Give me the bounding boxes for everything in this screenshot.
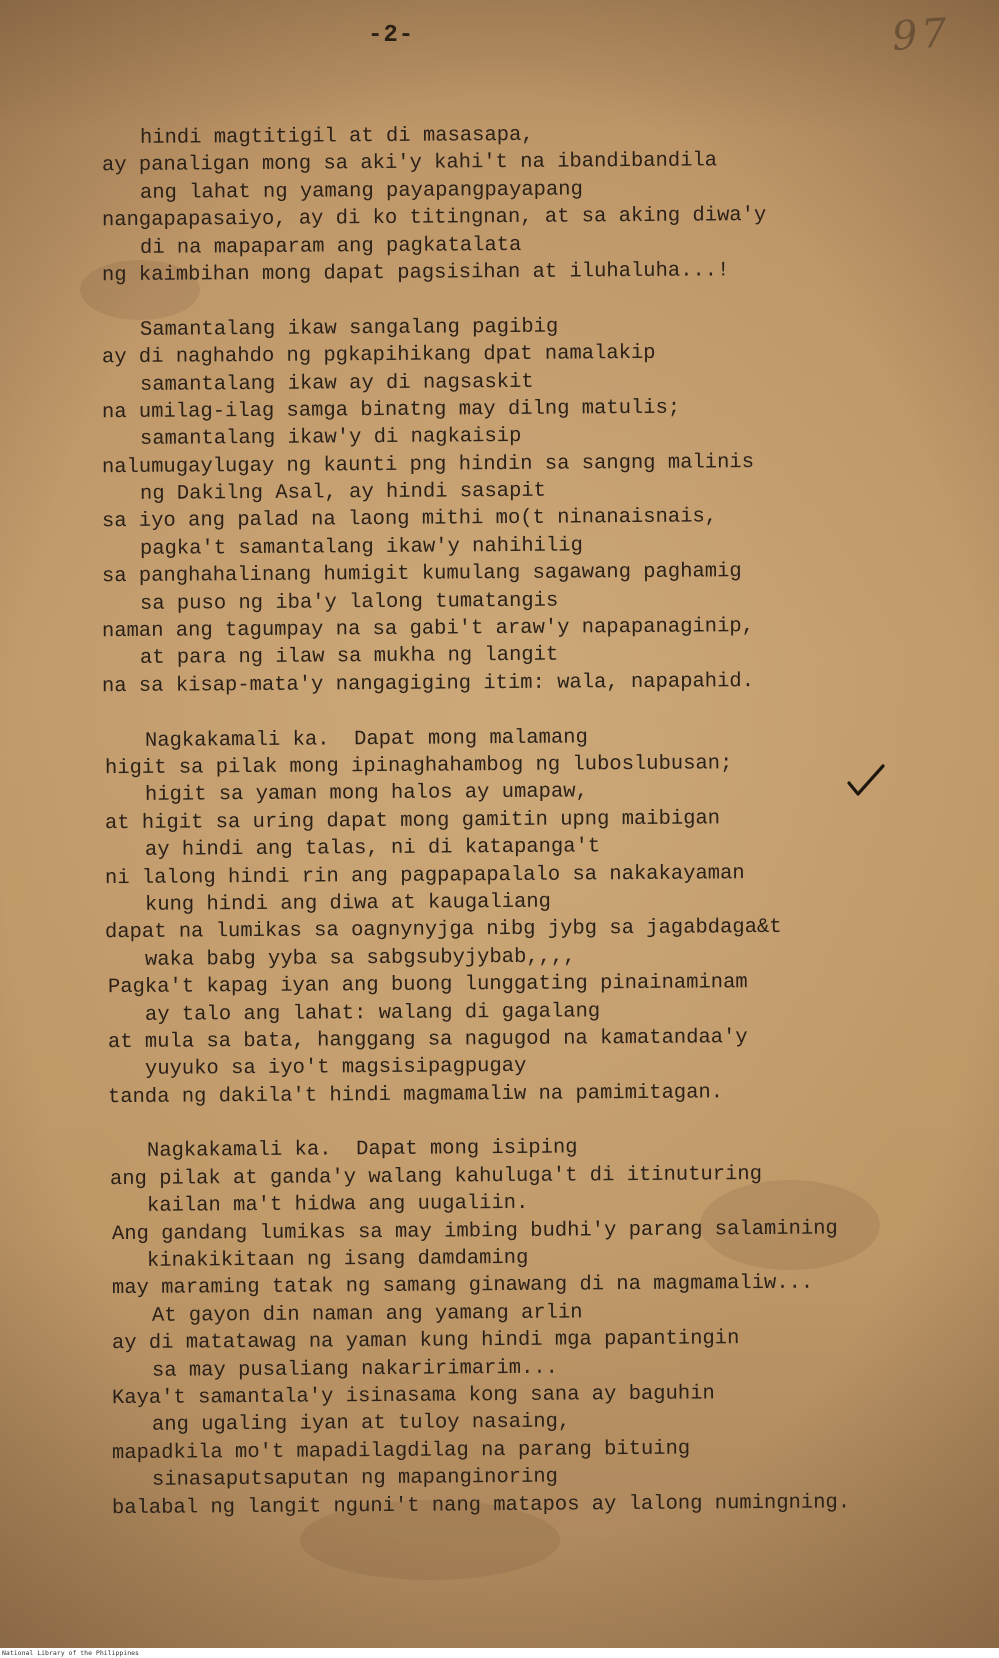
poem-line: kinakikitaan ng isang damdaming — [146, 1246, 529, 1273]
poem-line: di na mapaparam ang pagkatalata — [139, 233, 522, 260]
poem-line: at mula sa bata, hanggang sa nagugod na kamatandaa'y — [107, 1026, 748, 1055]
poem-line: na umilag-ilag samga binatng may dilng matulis; — [101, 396, 681, 425]
poem-line: kung hindi ang diwa at kaugaliang — [144, 890, 552, 917]
poem-line: higit sa pilak mong ipinaghahambog ng luboslubusan; — [104, 752, 733, 781]
poem-line: Pagka't kapag iyan ang buong lunggating pinainaminam — [107, 971, 748, 1000]
poem-line: Samantalang ikaw sangalang pagibig — [139, 315, 559, 342]
poem-line: waka babg yyba sa sabgsubyjybab,,,, — [144, 945, 576, 972]
poem-line: Nagkakamali ka. Dapat mong isiping — [146, 1136, 578, 1164]
poem-line: ni lalong hindi rin ang pagpapapalalo sa nakakayaman — [104, 861, 745, 890]
poem-line: balabal ng langit nguni't nang matapos ay lalong numingning. — [111, 1490, 851, 1520]
poem-line: nalumugaylugay ng kaunti png hindin sa sangng malinis — [101, 450, 755, 479]
poem-line: ay panaligan mong sa aki'y kahi't na ibandibandila — [101, 149, 718, 178]
poem-line: Kaya't samantala'y isinasama kong sana ay baguhin — [111, 1382, 715, 1411]
poem-line: tanda ng dakila't hindi magmamaliw na pamimitagan. — [107, 1080, 724, 1109]
poem-line: yuyuko sa iyo't magsisipagpugay — [144, 1055, 527, 1082]
poem-line: at para ng ilaw sa mukha ng langit — [139, 644, 559, 671]
poem-line: sa iyo ang palad na laong mithi mo(t ninanaisnais, — [101, 505, 718, 534]
poem-line: ng Dakilng Asal, ay hindi sasapit — [139, 479, 547, 506]
poem-line: sinasaputsaputan ng mapanginoring — [151, 1465, 559, 1492]
poem-line: samantalang ikaw ay di nagsaskit — [139, 370, 534, 397]
poem-line: pagka't samantalang ikaw'y nahihilig — [139, 534, 583, 561]
poem-line: mapadkila mo't mapadilagdilag na parang bituing — [111, 1437, 691, 1465]
poem-line: ang pilak at ganda'y walang kahuluga't di itinuturing — [109, 1162, 763, 1191]
poem-line: At gayon din naman ang yamang arlin — [151, 1301, 583, 1328]
poem-line: kailan ma't hidwa ang uugaliin. — [146, 1192, 529, 1219]
poem-line: ang ugaling iyan at tuloy nasaing, — [151, 1410, 571, 1438]
poem-line: naman ang tagumpay na sa gabi't araw'y napapanaginip, — [101, 615, 755, 644]
poem-line: ng kaimbihan mong dapat pagsisihan at iluhaluha...! — [101, 259, 730, 288]
poem-line: nangapapasaiyo, ay di ko titingnan, at sa aking diwa'y — [101, 204, 767, 233]
poem-line: na sa kisap-mata'y nangagiging itim: wala, napapahid. — [101, 669, 755, 699]
poem-line: higit sa yaman mong halos ay umapaw, — [144, 780, 588, 808]
poem-line: sa panghahalinang humigit kumulang sagawang paghamig — [101, 560, 742, 589]
poem-line: at higit sa uring dapat mong gamitin upng maibigan — [104, 807, 721, 835]
poem-line: may maraming tatak ng samang ginawang di na magmamaliw... — [111, 1272, 814, 1301]
poem-line: Nagkakamali ka. Dapat mong malamang — [144, 725, 588, 753]
poem-line: sa puso ng iba'y lalong tumatangis — [139, 589, 559, 616]
handwritten-folio-number: 97 — [890, 10, 953, 60]
poem-line: ay talo ang lahat: walang di gagalang — [144, 999, 601, 1027]
poem-line: samantalang ikaw'y di nagkaisip — [139, 425, 522, 452]
poem-line: hindi magtitigil at di masasapa, — [139, 123, 534, 150]
poem-line: ay di naghahdo ng pgkapihikang dpat namalakip — [101, 341, 656, 370]
poem-line: Ang gandang lumikas sa may imbing budhi'y parang salamining — [111, 1217, 838, 1246]
poem-line: sa may pusaliang nakaririmarim... — [151, 1356, 559, 1383]
page-number: -2- — [368, 22, 415, 49]
poem-line: ay hindi ang talas, ni di katapanga't — [144, 835, 601, 863]
footer-credit: National Library of the Philippines — [2, 1649, 139, 1657]
poem-body — [0, 123, 999, 1523]
poem-line: ang lahat ng yamang payapangpayapang — [139, 178, 583, 205]
poem-line: dapat na lumikas sa oagnynyjga nibg jybg sa jagabdaga&t — [104, 916, 782, 945]
poem-line: ay di matatawag na yaman kung hindi mga papantingin — [111, 1327, 740, 1356]
